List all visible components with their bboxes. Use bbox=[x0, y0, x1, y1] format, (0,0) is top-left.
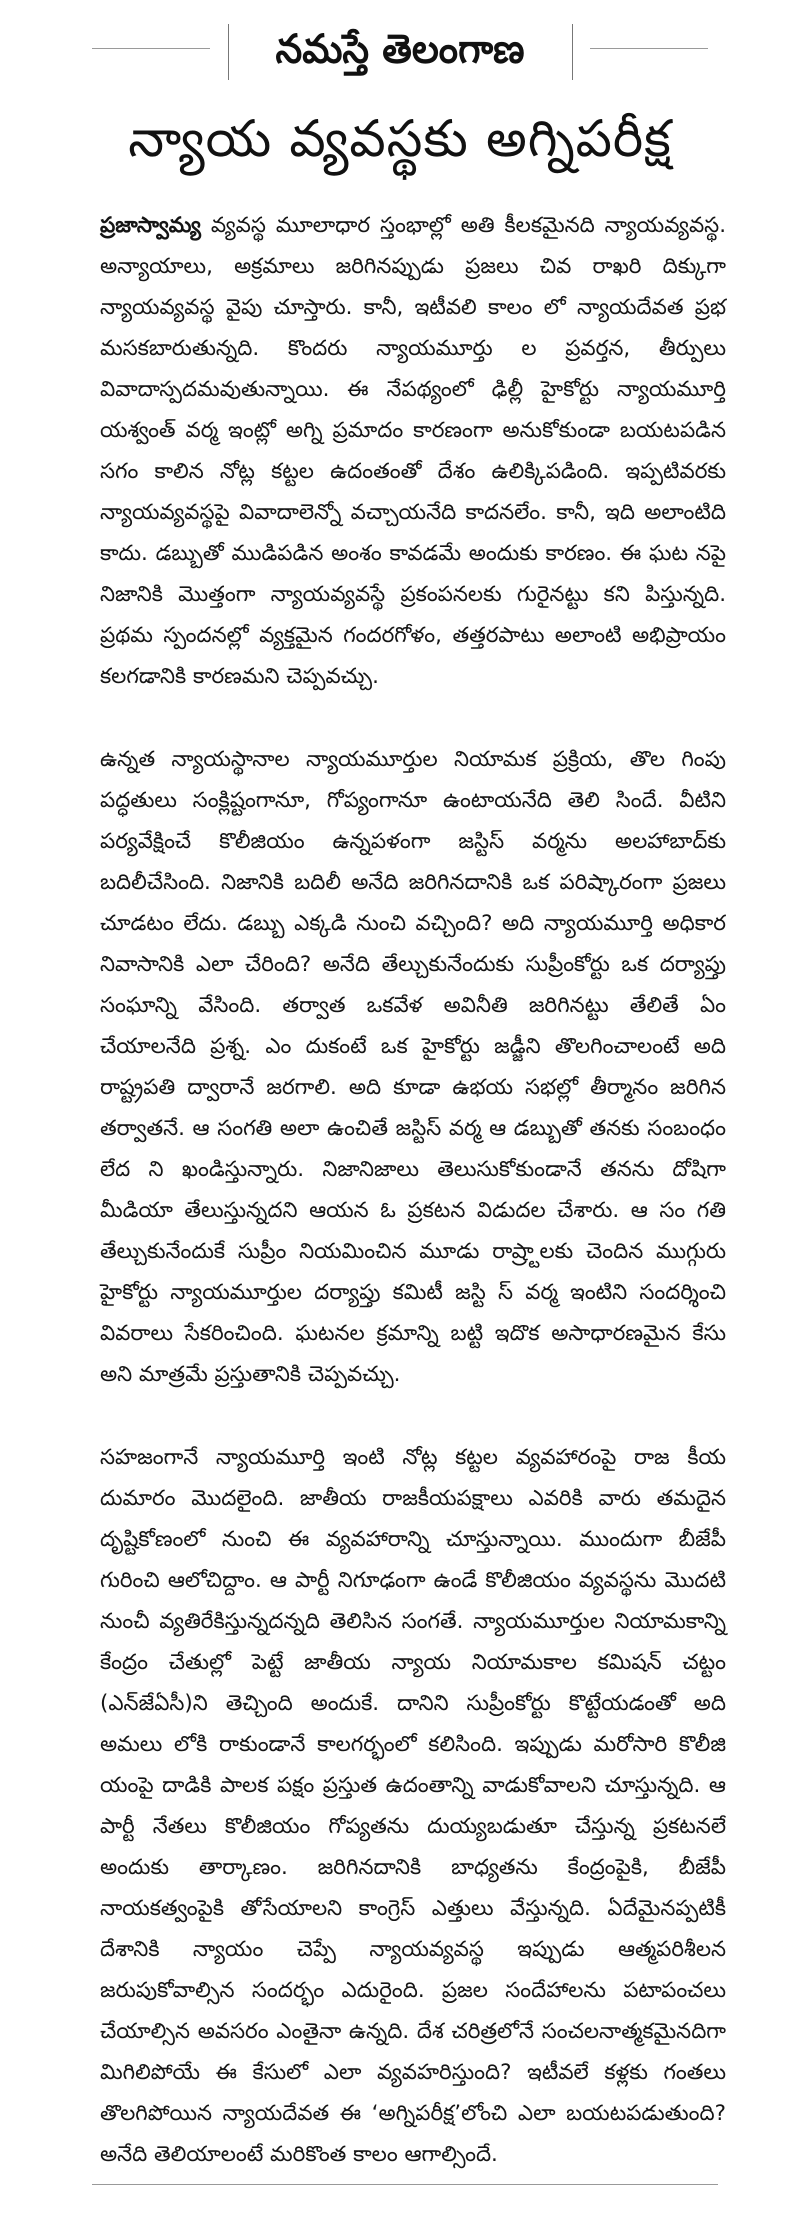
article-paragraph-3: సహజంగానే న్యాయమూర్తి ఇంటి నోట్ల కట్టల వ్యవహారంపై రాజ కీయ దుమారం మొదలైంది. జాతీయ రాజకీయపక్షాలు ఎవరికి వారు తమదైన దృష్టికోణంలో నుంచి ఈ వ్యవహారాన్ని చూస్తున్నాయి. ముందుగా బీజేపీ గురించి ఆలోచిద్దాం. ఆ పార్టీ నిగూఢంగా ఉండే కొలీజియం వ్యవస్థను మొదటి నుంచీ వ్యతిరేకిస్తున్నదన్నది తెలిసిన సంగతే. న్యాయమూర్తుల నియామకాన్ని కేంద్రం చేతుల్లో పెట్టే జాతీయ న్యాయ నియామకాల కమిషన్ చట్టం (ఎన్‌జేఏసీ)ని తెచ్చింది అందుకే. దానిని సుప్రీంకోర్టు కొట్టేయడంతో అది అమలు లోకి రాకుండానే కాలగర్భంలో కలిసింది. ఇప్పుడు మరోసారి కొలీజి యంపై దాడికి పాలక పక్షం ప్రస్తుత ఉదంతాన్ని వాడుకోవాలని చూస్తున్నది. ఆ పార్టీ నేతలు కొలీజియం గోప్యతను దుయ్యబడుతూ చేస్తున్న ప్రకటనలే అందుకు తార్కాణం. జరిగినదానికి బాధ్యతను కేంద్రంపైకి, బీజేపీ నాయకత్వంపైకి తోసేయాలని కాంగ్రెస్ ఎత్తులు వేస్తున్నది. ఏదేమైనప్పటికీ దేశానికి న్యాయం చెప్పే న్యాయవ్యవస్థ ఇప్పుడు ఆత్మపరిశీలన జరుపుకోవాల్సిన సందర్భం ఎదురైంది. ప్రజల సందేహాలను పటాపంచలు చేయాల్సిన అవసరం ఎంతైనా ఉన్నది. దేశ చరిత్రలోనే సంచలనాత్మకమైనదిగా మిగిలిపోయే ఈ కేసులో ఎలా వ్యవహరిస్తుంది? ఇటీవలే కళ్లకు గంతలు తొలగిపోయిన న్యాయదేవత ఈ ‘అగ్నిపరీక్ష’లోంచి ఎలా బయటపడుతుంది? అనేది తెలియాలంటే మరికొంత కాలం ఆగాల్సిందే. bbox=[100, 1445, 726, 2167]
masthead-divider-right bbox=[572, 24, 573, 80]
masthead bbox=[0, 14, 800, 94]
article-body bbox=[100, 205, 726, 2217]
article-paragraph-2: ఉన్నత న్యాయస్థానాల న్యాయమూర్తుల నియామక ప్రక్రియ, తొల గింపు పద్ధతులు సంక్లిష్టంగానూ, గోప్యంగానూ ఉంటాయనేది తెలి సిందే. వీటిని పర్యవేక్షించే కొలీజియం ఉన్నపళంగా జస్టిస్ వర్మను అలహాబాద్‌కు బదిలీచేసింది. నిజానికి బదిలీ అనేది జరిగినదానికి ఒక పరిష్కారంగా ప్రజలు చూడటం లేదు. డబ్బు ఎక్కడి నుంచి వచ్చింది? అది న్యాయమూర్తి అధికార నివాసానికి ఎలా చేరింది? అనేది తేల్చుకునేందుకు సుప్రీంకోర్టు ఒక దర్యాప్తు సంఘాన్ని వేసింది. తర్వాత ఒకవేళ అవినీతి జరిగినట్టు తేలితే ఏం చేయాలనేది ప్రశ్న. ఎం దుకంటే ఒక హైకోర్టు జడ్జీని తొలగించాలంటే అది రాష్ట్రపతి ద్వారానే జరగాలి. అది కూడా ఉభయ సభల్లో తీర్మానం జరిగిన తర్వాతనే. ఆ సంగతి అలా ఉంచితే జస్టిస్ వర్మ ఆ డబ్బుతో తనకు సంబంధం లేద ని ఖండిస్తున్నారు. నిజానిజాలు తెలుసుకోకుండానే తనను దోషిగా మీడియా తేలుస్తున్నదని ఆయన ఓ ప్రకటన విడుదల చేశారు. ఆ సం గతి తేల్చుకునేందుకే సుప్రీం నియమించిన మూడు రాష్ర్టాలకు చెందిన ముగ్గురు హైకోర్టు న్యాయమూర్తుల దర్యాప్తు కమిటీ జస్టి స్ వర్మ ఇంటిని సందర్శించి వివరాలు సేకరించింది. ఘటనల క్రమాన్ని బట్టి ఇదొక అసాధారణమైన కేసు అని మాత్రమే ప్రస్తుతానికి చెప్పవచ్చు. bbox=[100, 747, 726, 1387]
newspaper-name: నమస్తే తెలంగాణ bbox=[275, 25, 525, 72]
article-headline: న్యాయ వ్యవస్థకు అగ్నిపరీక్ష bbox=[128, 110, 672, 169]
bottom-rule bbox=[92, 2184, 718, 2185]
lead-word: ప్రజాస్వామ్య bbox=[100, 213, 201, 238]
article-paragraph-1 bbox=[100, 205, 726, 697]
paragraph-1-text: వ్యవస్థ మూలాధార స్తంభాల్లో అతి కీలకమైనది న్యాయవ్యవస్థ. అన్యాయాలు, అక్రమాలు జరిగినప్పుడు ప్రజలు చివ రాఖరి దిక్కుగా న్యాయవ్యవస్థ వైపు చూస్తారు. కానీ, ఇటీవలి కాలం లో న్యాయదేవత ప్రభ మసకబారుతున్నది. కొందరు న్యాయమూర్తు ల ప్రవర్తన, తీర్పులు వివాదాస్పదమవుతున్నాయి. ఈ నేపథ్యంలో ఢిల్లీ హైకోర్టు న్యాయమూర్తి యశ్వంత్ వర్మ ఇంట్లో అగ్ని ప్రమాదం కారణంగా అనుకోకుండా బయటపడిన సగం కాలిన నోట్ల కట్టల ఉదంతంతో దేశం ఉలిక్కిపడింది. ఇప్పటివరకు న్యాయవ్యవస్థపై వివాదాలెన్నో వచ్చాయనేది కాదనలేం. కానీ, ఇది అలాంటిది కాదు. డబ్బుతో ముడిపడిన అంశం కావడమే అందుకు కారణం. ఈ ఘట నపై నిజానికి మొత్తంగా న్యాయవ్యవస్థే ప్రకంపనలకు గురైనట్టు కని పిస్తున్నది. ప్రథమ స్పందనల్లో వ్యక్తమైన గందరగోళం, తత్తరపాటు అలాంటి అభిప్రాయం కలగడానికి కారణమని చెప్పవచ్చు. bbox=[100, 213, 726, 689]
masthead-rule-right bbox=[590, 48, 708, 49]
